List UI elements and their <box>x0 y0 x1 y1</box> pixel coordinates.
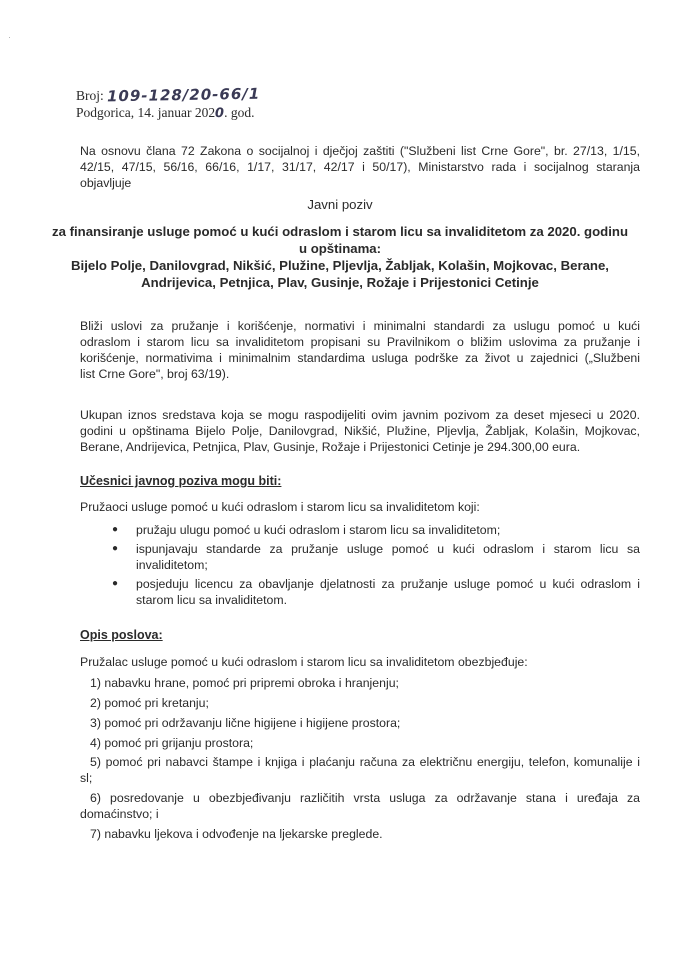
document-date-text: Podgorica, 14. januar 202 <box>76 105 216 120</box>
document-number-label: Broj: <box>76 88 104 103</box>
intro-line: 42/15, 47/15, 56/16, 66/16, 1/17, 31/17, 42/17 i 50/17), Ministarstvo rada i socijalnog staranja <box>80 160 640 174</box>
participants-bullet: posjeduju licencu za obavljanje djelatnosti za pružanje usluge pomoć u kući odraslom i <box>136 577 640 591</box>
funds-line: Berane, Andrijevica, Petnjica, Plav, Gusinje, Rožaje i Prijestonici Cetinje je 294.300,00 eura. <box>80 440 581 454</box>
conditions-line: Bliži uslovi za pružanje i korišćenje, normativi i minimalni standardi za uslugu pomoć u kući <box>80 319 640 333</box>
jobs-item: 4) pomoć pri grijanju prostora; <box>90 736 254 750</box>
scan-mark: · <box>8 32 11 42</box>
jobs-heading: Opis poslova: <box>80 628 163 642</box>
participants-bullet: ispunjavaju standarde za pružanje usluge pomoć u kući odraslom i starom licu sa <box>136 542 640 556</box>
jobs-item: 2) pomoć pri kretanju; <box>90 696 209 710</box>
document-date-handwritten-digit: 0 <box>214 105 225 122</box>
document-number <box>76 84 261 106</box>
call-heading: Javni poziv <box>307 197 373 212</box>
call-subject: u opštinama: <box>298 241 382 256</box>
participants-bullet: pružaju ulugu pomoć u kući odraslom i starom licu sa invaliditetom; <box>136 523 501 537</box>
intro-line: Na osnovu člana 72 Zakona o socijalnoj i dječjoj zaštiti ("Službeni list Crne Gore", br. 27/13, 1/15, <box>80 144 640 158</box>
jobs-item: 6) posredovanje u obezbjeđivanju različitih vrsta usluga za održavanje stana i uređaja za <box>90 791 640 805</box>
call-municipalities: Andrijevica, Petnjica, Plav, Gusinje, Rožaje i Prijestonici Cetinje <box>141 275 539 290</box>
conditions-line: odraslom i starom licu sa invaliditetom propisani su Pravilnikom o bližim uslovima za pružanje i <box>80 335 640 349</box>
jobs-item: sl; <box>80 771 93 785</box>
document-date-suffix: . god. <box>224 105 255 120</box>
conditions-line: list Crne Gore", broj 63/19). <box>80 367 230 381</box>
jobs-item: 7) nabavku ljekova i odvođenje na ljekarske preglede. <box>90 827 383 841</box>
call-municipalities: Bijelo Polje, Danilovgrad, Nikšić, Plužine, Pljevlja, Žabljak, Kolašin, Mojkovac, Berane, <box>71 258 609 273</box>
jobs-intro: Pružalac usluge pomoć u kući odraslom i starom licu sa invaliditetom obezbjeđuje: <box>80 655 528 669</box>
bullet-icon: ● <box>112 524 119 535</box>
intro-line: objavljuje <box>80 176 132 190</box>
funds-line: godini u opštinama Bijelo Polje, Danilovgrad, Nikšić, Plužine, Pljevlja, Žabljak, Kolašin, Mojkovac, <box>80 424 640 438</box>
participants-intro: Pružaoci usluge pomoć u kući odraslom i starom licu sa invaliditetom koji: <box>80 500 480 514</box>
document-number-handwritten: 109-128/20-66/1 <box>106 84 261 106</box>
participants-bullet: invaliditetom; <box>136 558 208 572</box>
call-subject: za finansiranje usluge pomoć u kući odraslom i starom licu sa invaliditetom za 2020. godinu <box>52 224 628 239</box>
bullet-icon: ● <box>112 543 119 554</box>
bullet-icon: ● <box>112 578 119 589</box>
document-date <box>76 105 255 122</box>
jobs-item: domaćinstvo; i <box>80 807 159 821</box>
participants-bullet: starom licu sa invaliditetom. <box>136 593 288 607</box>
jobs-item: 5) pomoć pri nabavci štampe i knjiga i plaćanju računa za električnu energiju, telefon, komunalije i <box>90 755 640 769</box>
jobs-item: 3) pomoć pri održavanju lične higijene i higijene prostora; <box>90 716 401 730</box>
participants-heading: Učesnici javnog poziva mogu biti: <box>80 474 282 488</box>
funds-line: Ukupan iznos sredstava koja se mogu raspodijeliti ovim javnim pozivom za deset mjeseci u 2020. <box>80 408 640 422</box>
jobs-item: 1) nabavku hrane, pomoć pri pripremi obroka i hranjenju; <box>90 676 399 690</box>
conditions-line: korišćenje, normativima i minimalnim standardima usluga podrške za život u zajednici („Službeni <box>80 351 640 365</box>
